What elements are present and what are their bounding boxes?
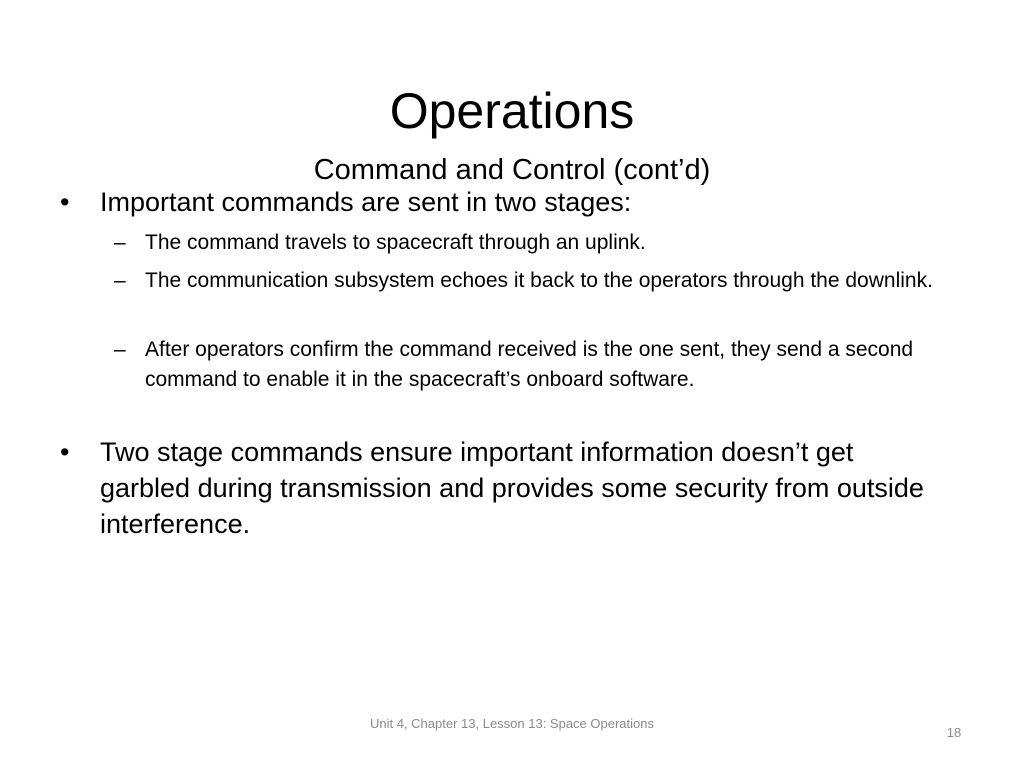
sub-bullet-item	[114, 335, 945, 395]
bullet-item	[60, 434, 940, 542]
bullet-text: Two stage commands ensure important information doesn’t get garbled during transmission and provides some security from outside interference.	[100, 437, 924, 539]
sub-bullet-glyph: –	[114, 269, 126, 292]
page-number: 18	[946, 725, 962, 740]
sub-bullet-text: The communication subsystem echoes it back to the operators through the downlink.	[145, 269, 933, 292]
sub-bullet-glyph: –	[114, 338, 126, 361]
slide-title: Operations	[389, 83, 635, 139]
bullet-text: Important commands are sent in two stages:	[100, 187, 632, 217]
sub-bullet-item	[114, 266, 945, 296]
slide-subtitle: Command and Control (cont’d)	[313, 154, 711, 186]
bullet-item	[60, 184, 940, 220]
slide-footer: Unit 4, Chapter 13, Lesson 13: Space Operations	[369, 716, 654, 731]
sub-bullet-text: The command travels to spacecraft through an uplink.	[145, 231, 646, 254]
sub-bullet-glyph: –	[114, 231, 126, 254]
bullet-glyph: •	[60, 187, 70, 217]
sub-bullet-item	[114, 228, 945, 258]
bullet-glyph: •	[60, 437, 70, 467]
sub-bullet-text: After operators confirm the command received is the one sent, they send a second command to enable it in the spacecraft’s onboard software.	[145, 338, 914, 391]
